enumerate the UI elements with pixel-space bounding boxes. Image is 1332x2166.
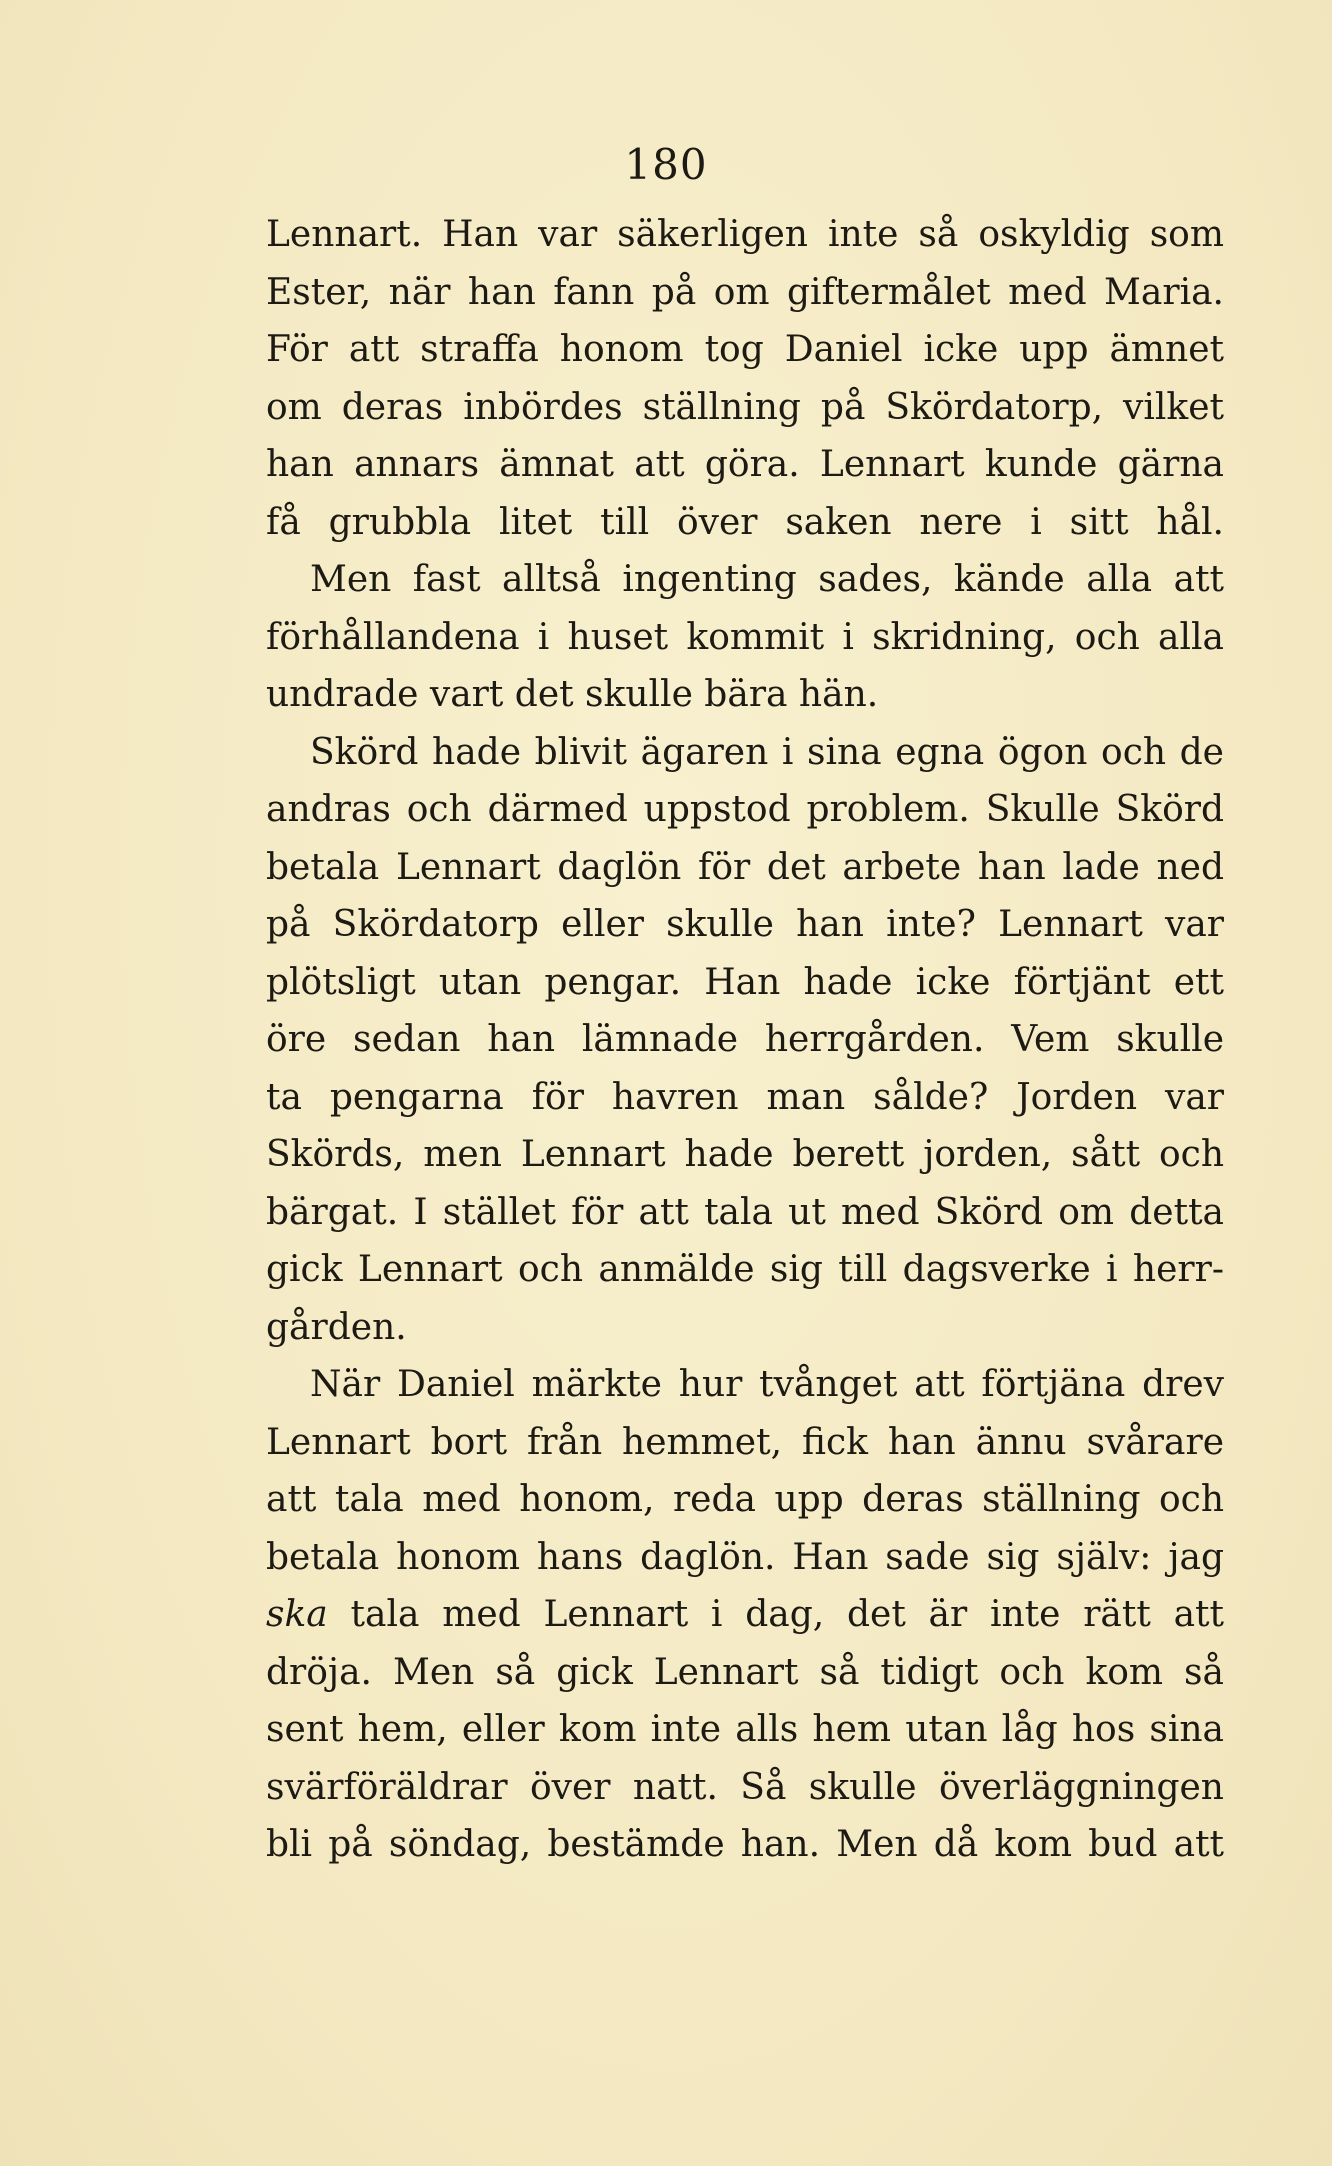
text-line: andras och därmed uppstod problem. Skulle Skörd [266, 789, 1224, 830]
text-line: få grubbla litet till över saken nere i sitt hål. [266, 501, 1224, 543]
text-line: undrade vart det skulle bära hän. [266, 674, 879, 715]
page-number: 180 [624, 140, 708, 189]
text-line: ta pengarna för havren man sålde? Jorden var [266, 1076, 1224, 1118]
text-line: Skörds, men Lennart hade berett jorden, sått och [266, 1134, 1224, 1175]
text-line: För att straffa honom tog Daniel icke upp ämnet [266, 329, 1224, 370]
text-line: Men fast alltså ingenting sades, kände alla att [310, 559, 1224, 600]
text-line: förhållandena i huset kommit i skridning, och alla [266, 616, 1224, 658]
text-line: att tala med honom, reda upp deras ställning och [266, 1479, 1224, 1520]
text-line: på Skördatorp eller skulle han inte? Lennart var [266, 904, 1224, 945]
text-line: betala honom hans daglön. Han sade sig själv: jag [266, 1536, 1224, 1578]
text-line: Lennart. Han var säkerligen inte så oskyldig som [266, 214, 1224, 255]
text-line: betala Lennart daglön för det arbete han lade ned [266, 846, 1224, 888]
text-line: När Daniel märkte hur tvånget att förtjäna drev [310, 1364, 1224, 1405]
text-line: öre sedan han lämnade herrgården. Vem skulle [266, 1019, 1224, 1060]
text-line: dröja. Men så gick Lennart så tidigt och kom så [266, 1651, 1224, 1693]
text-line: Ester, när han fann på om giftermålet med Maria. [266, 271, 1224, 313]
text-line: plötsligt utan pengar. Han hade icke förtjänt ett [266, 961, 1224, 1003]
text-line: sent hem, eller kom inte alls hem utan låg hos sina [266, 1709, 1224, 1750]
body-text [266, 206, 1224, 1874]
text-line: svärföräldrar över natt. Så skulle överläggningen [266, 1766, 1224, 1808]
text-line [266, 1586, 1224, 1644]
text-line: Skörd hade blivit ägaren i sina egna ögon och de [310, 731, 1224, 773]
text-line: bli på söndag, bestämde han. Men då kom bud att [266, 1824, 1224, 1865]
text-line: om deras inbördes ställning på Skördatorp, vilket [266, 386, 1224, 428]
text-line-rest: tala med Lennart i dag, det är inte rätt att [327, 1594, 1224, 1635]
text-line: Lennart bort från hemmet, fick han ännu svårare [266, 1421, 1224, 1463]
text-line: gården. [266, 1306, 407, 1348]
text-line: gick Lennart och anmälde sig till dagsverke i herr- [266, 1249, 1224, 1290]
emphasis-word: ska [266, 1594, 328, 1635]
text-line: bärgat. I stället för att tala ut med Skörd om detta [266, 1191, 1224, 1233]
text-line: han annars ämnat att göra. Lennart kunde gärna [266, 444, 1224, 485]
